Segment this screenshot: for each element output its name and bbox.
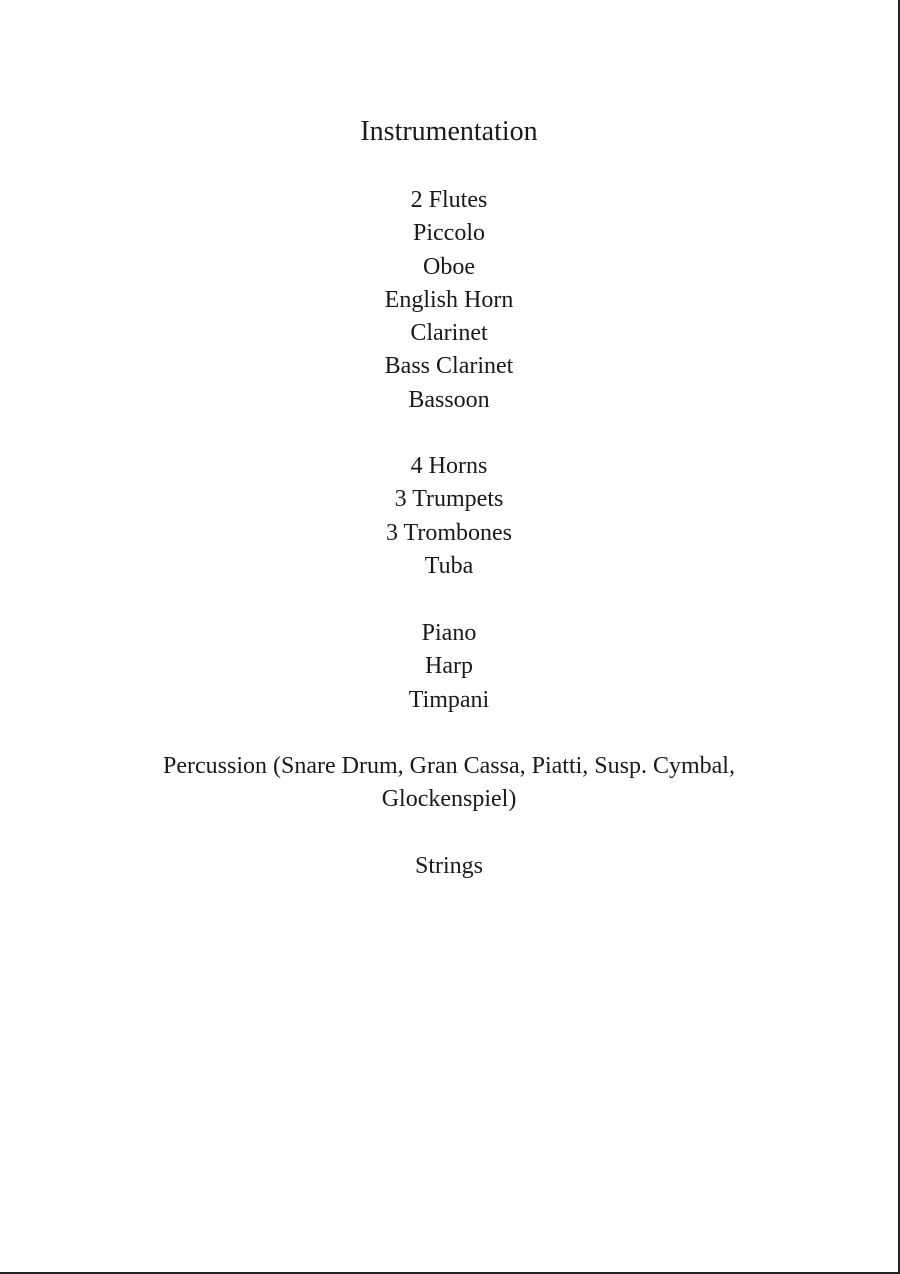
percussion-entry: Percussion (Snare Drum, Gran Cassa, Piatti, Susp. Cymbal, Glockenspiel) [163, 753, 735, 813]
brass-list [0, 450, 898, 583]
instrument-item: English Horn [384, 286, 514, 313]
instrument-item: 4 Horns [410, 453, 488, 479]
instrument-item: 3 Trombones [385, 519, 513, 546]
instrument-item: Oboe [423, 253, 475, 280]
instrument-item: 3 Trumpets [394, 486, 504, 513]
instrument-item: Clarinet [410, 320, 488, 347]
keyboard-timpani-list [0, 617, 898, 717]
instrument-item: Timpani [408, 686, 490, 713]
instrument-item: Harp [425, 653, 473, 680]
page-title: Instrumentation [360, 116, 538, 147]
woodwinds-list [0, 184, 898, 417]
instrument-item: Bass Clarinet [384, 353, 514, 380]
instrument-item: Piccolo [413, 220, 485, 247]
instrument-item: Bassoon [408, 386, 490, 413]
strings-entry: Strings [414, 853, 483, 879]
instrument-item: Piano [421, 620, 477, 646]
instrument-item: 2 Flutes [410, 187, 488, 213]
instrument-item: Tuba [424, 552, 474, 579]
